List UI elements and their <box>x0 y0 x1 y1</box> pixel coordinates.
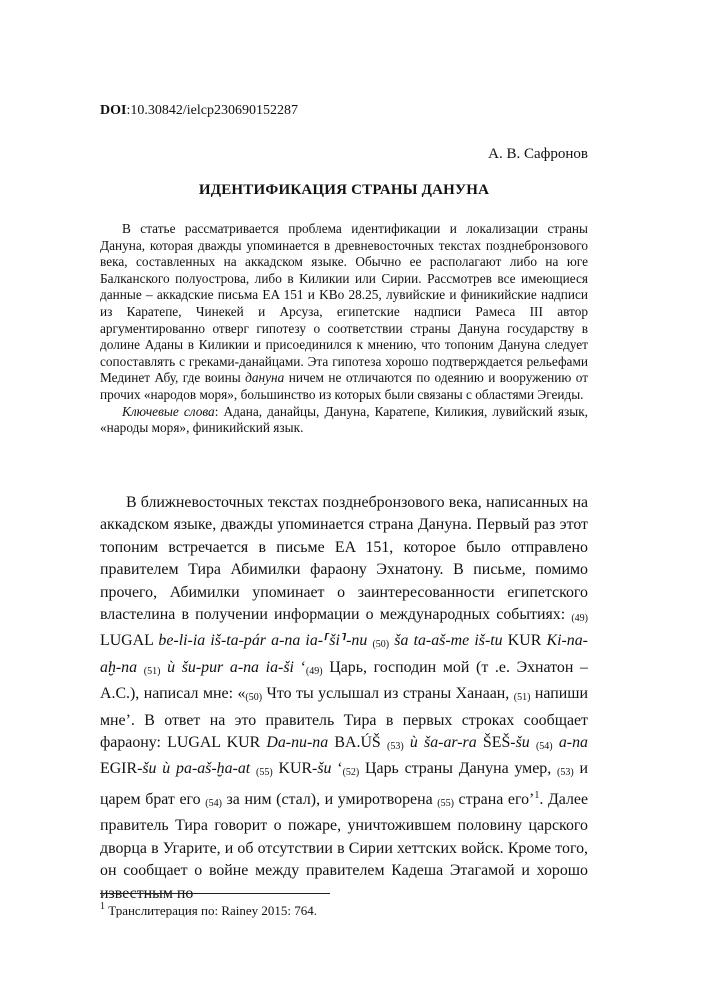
footnote-text: Транслитерация по: Rainey 2015: 764. <box>105 903 318 918</box>
text-run: ‘ <box>293 658 306 676</box>
text-run: EGIR- <box>100 760 143 778</box>
line-number: (54) <box>535 741 553 753</box>
text-run: и царем брат его <box>100 760 588 808</box>
footnote-divider <box>100 893 330 894</box>
abstract <box>100 221 588 437</box>
text-run: Царь, господин мой (т .е. Эхнатон – А.С.), написал мне: « <box>100 658 588 703</box>
line-number: (53) <box>557 767 574 779</box>
author-name: А. В. Сафронов <box>488 146 588 162</box>
text-run: BA.ÚŠ <box>328 734 387 752</box>
transliteration: be-li-ia iš-ta-pár a-na ia-⸢ši⸣-nu <box>158 632 368 650</box>
text-run: ŠEŠ- <box>476 734 516 752</box>
abstract-paragraph <box>100 221 588 404</box>
doi-label: DOI <box>100 103 127 118</box>
transliteration: Ki-na-aḫ-na <box>100 632 588 676</box>
article-title: ИДЕНТИФИКАЦИЯ СТРАНЫ ДАНУНА <box>198 182 490 198</box>
transliteration: a-na <box>558 734 588 752</box>
footnote-mark: 1 <box>100 901 105 912</box>
body-paragraph <box>100 492 588 905</box>
line-number: (51) <box>513 692 531 704</box>
text-run: В ближневосточных текстах позднебронзового века, написанных на аккадском языке, дважды упоминается страна Дануна. Первый раз этот топоним встречается в письме EA 151, которое было отправлено правителем Тира Абимилки фараону Эхнатону. В письме, помимо прочего, Абимилки упоминает о заинтересованности египетского властелина в получении информации о международных событиях: <box>100 494 588 624</box>
transliteration: šu ù pa-aš-ḫa-at <box>142 760 251 778</box>
text-run: KUR- <box>272 760 318 778</box>
footnote <box>100 901 317 919</box>
line-number: (55) <box>437 797 454 809</box>
text-run: страна его’ <box>453 790 535 808</box>
line-number: (53) <box>386 741 404 753</box>
transliteration: ù šu-pur a-na ia-ši <box>167 658 294 676</box>
doi-value: :10.30842/ielcp230690152287 <box>126 103 298 118</box>
transliteration: šu <box>317 760 332 778</box>
text-run: LUGAL <box>100 632 159 650</box>
text-run: . Далее правитель Тира говорит о пожаре, уничтожившем половину царского дворца в Угарите, и об отсутствии в Сирии хеттских войск. Кроме того, он сообщает о войне между правителем Кадеша Этагамой и хорошо известным по <box>100 790 589 902</box>
text-run: за ним (стал), и умиротворена <box>221 790 438 808</box>
transliteration: Da-nu-na <box>266 734 329 752</box>
text-run: ‘ <box>331 760 343 778</box>
doi-line <box>100 103 298 119</box>
line-number: (50) <box>245 692 263 704</box>
abstract-italic-term: дануна <box>245 370 285 386</box>
main-text <box>100 492 588 905</box>
line-number: (55) <box>256 767 273 779</box>
transliteration: šu <box>515 734 530 752</box>
line-number: (50) <box>372 639 390 651</box>
line-number: (51) <box>143 665 161 677</box>
transliteration: ša ta-aš-me iš-tu <box>394 632 503 650</box>
keywords <box>100 404 588 437</box>
line-number: (49) <box>305 665 323 677</box>
text-run: Что ты услышал из страны Ханаан, <box>262 685 514 703</box>
footnote-reference[interactable]: 1 <box>534 789 540 801</box>
abstract-text: В статье рассматривается проблема идентификации и локализации страны Дануна, которая дважды упоминается в древневосточных текстах позднебронзового века, составленных на аккадском языке. Обычно ее располагают либо на юге Балканского полуострова, либо в Киликии или Сирии. Рассмотрев все имеющиеся данные – аккадские письма EA 151 и KBo 28.25, лувийские и финикийские надписи из Каратепе, Чинекей и Арсуза, египетские надписи Рамеса III автор аргументированно отверг гипотезу о соответствии страны Дануна государству в долине Аданы в Киликии и присоединился к мнению, что топоним Дануна следует сопоставлять с греками-данайцами. Эта гипотеза хорошо подтверждается рельефами Мединет Абу, где воины <box>100 221 588 386</box>
transliteration: ù ša-ar-ra <box>409 734 477 752</box>
text-run: напиши мне’. В ответ на это правитель Тира в первых строках сообщает фараону: LUGAL KUR <box>100 685 588 752</box>
line-number: (52) <box>342 767 360 779</box>
line-number: (49) <box>571 613 588 625</box>
abstract-text-end: ничем не отличаются по одеянию и вооружению от прочих «народов моря», большинство из которых были связаны с областями Эгеиды. <box>100 370 589 402</box>
line-number: (54) <box>205 797 222 809</box>
keywords-label: Ключевые слова <box>122 403 215 419</box>
text-run: Царь страны Дануна умер, <box>359 760 558 778</box>
keywords-list: : Адана, данайцы, Дануна, Каратепе, Киликия, лувийский язык, «народы моря», финикийский язык. <box>100 403 588 436</box>
text-run: KUR <box>502 632 547 650</box>
